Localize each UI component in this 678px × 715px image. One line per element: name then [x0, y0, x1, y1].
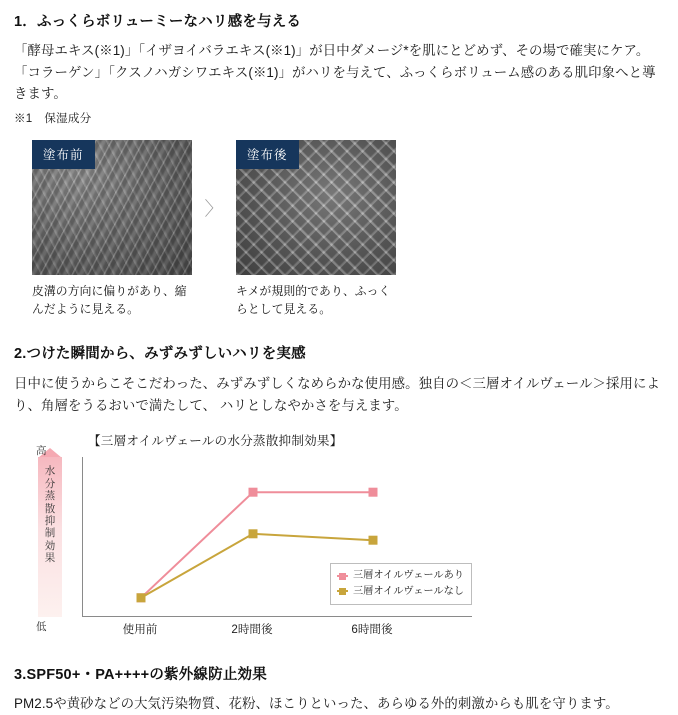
chart-block: [0, 430, 678, 647]
x-axis-labels: [82, 621, 472, 641]
before-badge: 塗布前: [32, 140, 95, 169]
chart-point-1-0: [137, 594, 146, 603]
before-photo: [32, 140, 192, 275]
legend-item-1: [337, 584, 464, 599]
before-column: [32, 140, 192, 318]
after-badge: 塗布後: [236, 140, 299, 169]
y-axis-bottom-label: 低: [36, 621, 47, 634]
after-caption: キメが規則的であり、ふっくらとして見える。: [236, 284, 391, 316]
section-2: [0, 318, 678, 416]
section-2-heading: 2.つけた瞬間から、みずみずしいハリを実感: [14, 346, 306, 363]
comparison-arrow-icon: 〉: [204, 199, 224, 221]
chart-point-1-2: [369, 536, 378, 545]
y-axis-top-label: 高: [36, 445, 47, 458]
x-axis-label-0: 使用前: [122, 623, 158, 637]
chart-point-1-1: [249, 530, 258, 539]
legend-label-1: 三層オイルヴェールなし: [353, 585, 464, 597]
chart-area: [28, 445, 528, 647]
legend-color-icon-0: [337, 571, 348, 582]
before-after-comparison: [14, 140, 664, 318]
x-axis-label-1: 2時間後: [231, 623, 273, 637]
x-axis-label-2: 6時間後: [351, 623, 393, 637]
after-photo: [236, 140, 396, 275]
legend-label-0: 三層オイルヴェールあり: [353, 570, 464, 582]
section-1-body: 「酵母エキス(※1)」「イザヨイバラエキス(※1)」が日中ダメージ*を肌にとどめず、その場で確実にケア。 「コラーゲン」「クスノハガシワエキス(※1)」がハリを与えて、ふっくらボリューム感のある肌印象へと導きます。: [14, 43, 656, 102]
section-3-body: PM2.5や黄砂などの大気汚染物質、花粉、ほこりといった、あらゆる外的刺激からも肌を守ります。: [14, 696, 619, 712]
before-caption: 皮溝の方向に偏りがあり、縮んだように見える。: [32, 284, 187, 316]
section-2-body: 日中に使うからこそこだわった、みずみずしくなめらかな使用感。独自の＜三層オイルヴェール＞採用により、角層をうるおいで満たして、 ハリとしなやかさを与えます。: [14, 376, 660, 413]
chart-title: 【三層オイルヴェールの水分蒸散抑制効果】: [88, 434, 343, 449]
section-3-heading: 3.SPF50+・PA++++の紫外線防止効果: [14, 667, 267, 684]
legend-item-0: [337, 568, 464, 583]
chart-point-0-2: [369, 488, 378, 497]
section-1-heading: 1．ふっくらボリューミーなハリ感を与える: [14, 14, 302, 30]
after-column: [236, 140, 396, 318]
legend-color-icon-1: [337, 586, 348, 597]
section-1-footnote: ※1 保湿成分: [14, 112, 92, 126]
chart-point-0-1: [249, 488, 258, 497]
chart-legend: [330, 563, 472, 605]
section-3: [0, 647, 678, 715]
section-1: [0, 0, 678, 318]
y-axis-label: 水 分 蒸 散 抑 制 効 果: [44, 465, 56, 565]
